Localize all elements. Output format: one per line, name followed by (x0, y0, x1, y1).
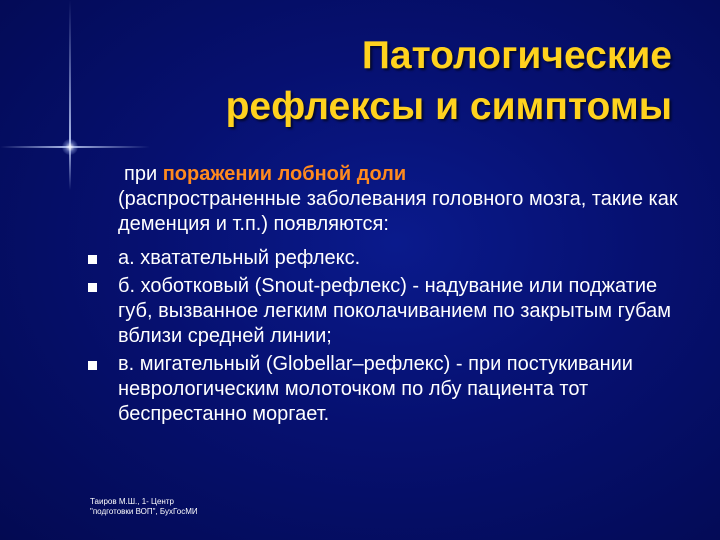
reflex-list (88, 246, 678, 430)
square-bullet-icon (88, 255, 97, 264)
intro-prefix: при (124, 163, 163, 185)
list-item (88, 352, 678, 427)
list-item-text: б. хоботковый (Snout-рефлекс) - надувание или поджатие губ, вызванное легким поколачиванием по закрытым губам вблизи средней линии; (118, 275, 671, 347)
slide-title (112, 30, 672, 132)
list-item-text: а. хватательный рефлекс. (118, 247, 361, 269)
author-credit-line-1: Таиров М.Ш., 1- Центр (90, 497, 174, 506)
sparkle-star-icon (62, 139, 78, 155)
square-bullet-icon (88, 361, 97, 370)
slide-title-line-2: рефлексы и симптомы (225, 85, 672, 128)
intro-paragraph (118, 162, 678, 237)
intro-highlight: поражении лобной доли (162, 163, 407, 185)
author-credit-line-2: "подготовки ВОП", БухГосМИ (90, 507, 198, 516)
list-item (88, 274, 678, 349)
square-bullet-icon (88, 283, 97, 292)
author-credit (90, 497, 198, 517)
intro-rest: (распространенные заболевания головного мозга, такие как деменция и т.п.) появляются: (118, 188, 678, 235)
intro-lead (118, 162, 678, 187)
slide-title-line-1: Патологические (361, 34, 672, 77)
list-item-text: в. мигательный (Globellar–рефлекс) - при постукивании неврологическим молоточком по лбу пациента тот беспрестанно моргает. (118, 353, 633, 425)
list-item (88, 246, 678, 271)
decorative-vertical-line (69, 0, 71, 190)
